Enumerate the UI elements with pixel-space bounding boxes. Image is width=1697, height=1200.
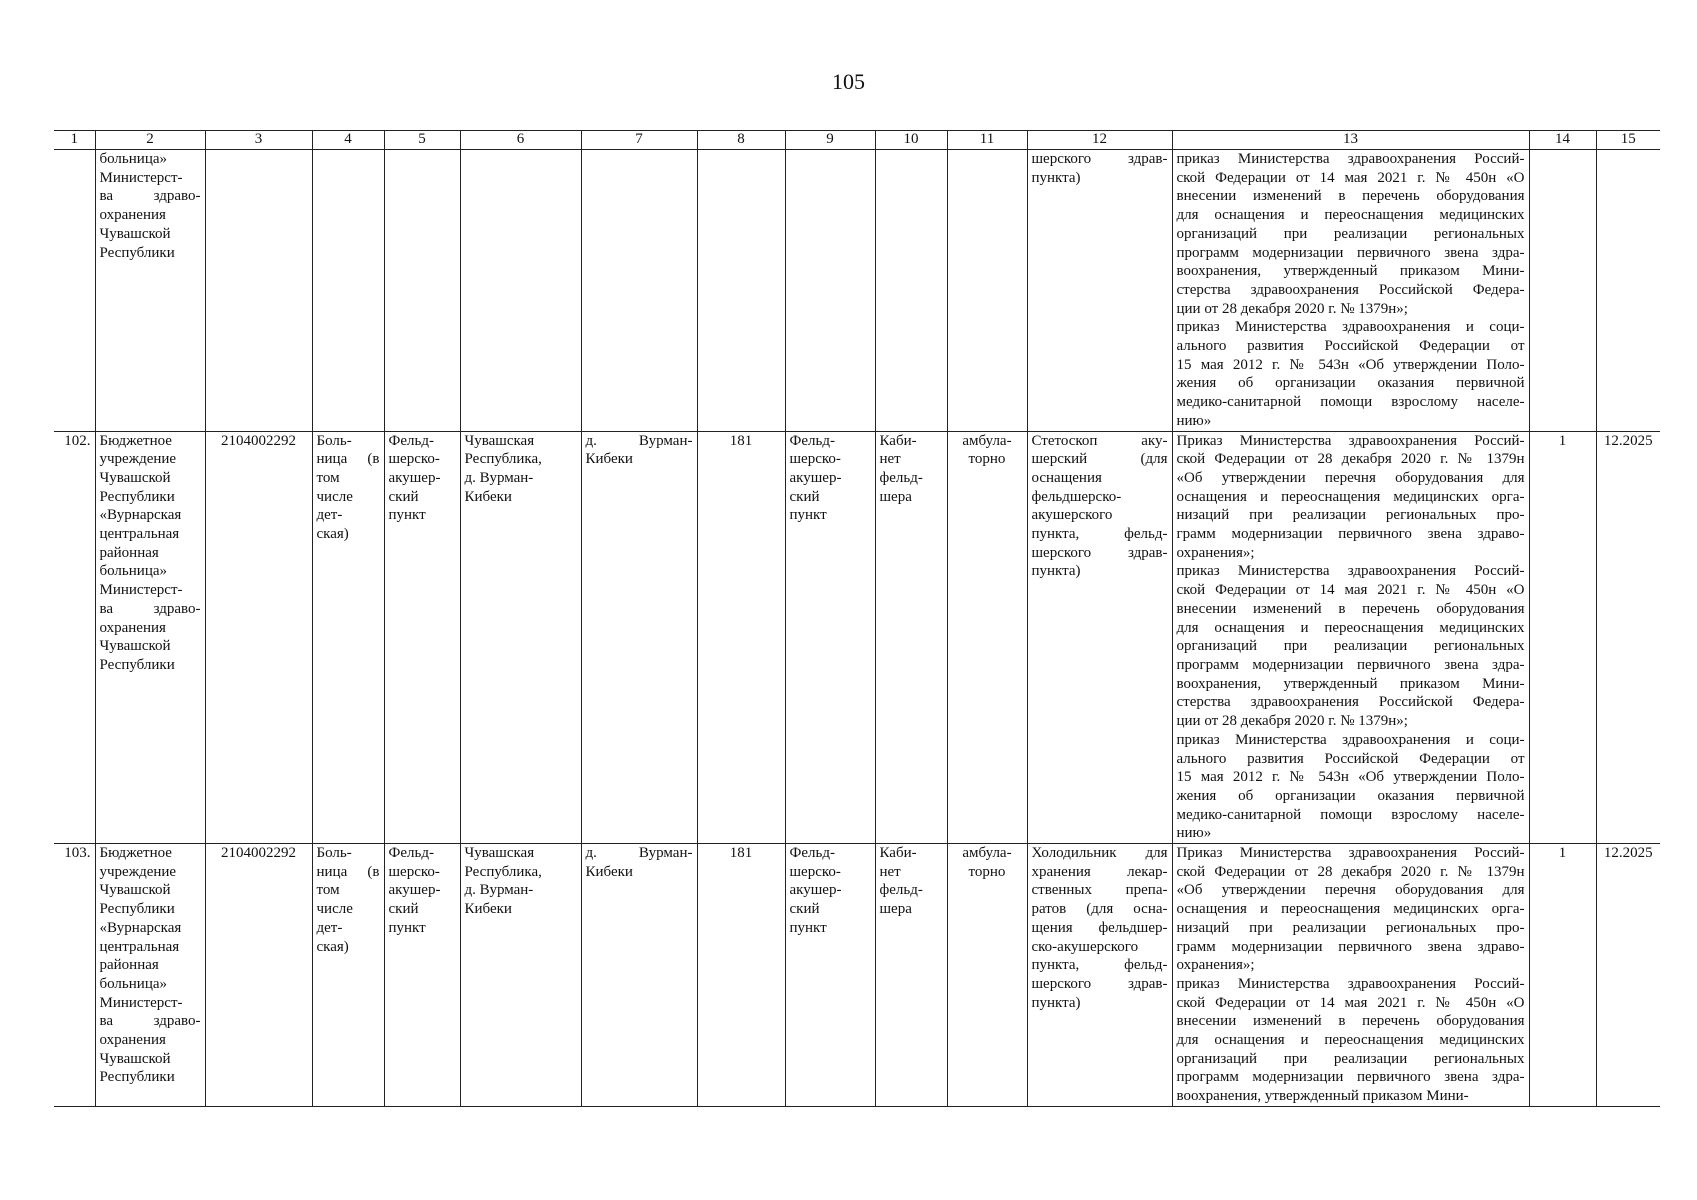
- col-header-1: 1: [54, 131, 95, 150]
- organization-line: «Вурнарская: [99, 507, 182, 524]
- legal-basis-line: Приказ Министерства здравоохранения Россий-: [1176, 432, 1525, 449]
- organization-line: учреждение: [99, 863, 177, 880]
- equipment-line: оснащения: [1031, 469, 1102, 486]
- legal-basis-line: приказ Министерства здравоохранения и соци-: [1176, 731, 1525, 748]
- equipment-line: щения фельдшер-: [1031, 919, 1168, 936]
- care-form-line: амбула-: [962, 432, 1012, 449]
- quantity-cell: 1: [1529, 431, 1596, 843]
- due-date-cell: 12.2025: [1596, 431, 1660, 843]
- care-form-line: торно: [968, 451, 1006, 468]
- room-cell: [875, 431, 947, 843]
- equipment-line: акушерского: [1031, 507, 1113, 524]
- col-header-5: 5: [384, 131, 460, 150]
- legal-basis-line: внесении изменений в перечень оборудования: [1176, 188, 1525, 205]
- col-header-7: 7: [581, 131, 697, 150]
- address-line: Кибеки: [464, 488, 512, 505]
- legal-basis-cell: [1172, 844, 1529, 1107]
- care-form-cell: [947, 844, 1027, 1107]
- equipment-line: шерского здрав-: [1031, 544, 1168, 561]
- legal-basis-line: низаций при реализации региональных про-: [1176, 507, 1525, 524]
- organization-line: ва здраво-: [99, 600, 201, 617]
- col-header-4: 4: [312, 131, 384, 150]
- legal-basis-line: охранения»;: [1176, 544, 1255, 561]
- organization-type-line: числе: [316, 488, 353, 505]
- room-cell: [875, 844, 947, 1107]
- settlement-line: Кибеки: [585, 451, 633, 468]
- equipment-line: Холодильник для: [1031, 845, 1168, 862]
- room-line: нет: [879, 451, 901, 468]
- address-line: Республика,: [464, 863, 542, 880]
- legal-basis-line: ской Федерации от 14 мая 2021 г. № 450н «О: [1176, 169, 1525, 186]
- structural-unit-line: Фельд-: [388, 432, 434, 449]
- organization-type-cell: [312, 150, 384, 432]
- structural-unit-line: ский: [388, 488, 419, 505]
- structural-unit-line: пункт: [388, 919, 426, 936]
- address-cell: [460, 844, 581, 1107]
- legal-basis-line: нию»: [1176, 412, 1212, 429]
- legal-basis-line: организаций при реализации региональных: [1176, 638, 1525, 655]
- legal-basis-line: внесении изменений в перечень оборудования: [1176, 1013, 1525, 1030]
- page-number: 105: [832, 69, 865, 94]
- organization-line: больница»: [99, 151, 167, 167]
- legal-basis-line: программ модернизации первичного звена здра-: [1176, 1069, 1525, 1086]
- object-type-cell: [785, 431, 875, 843]
- object-type-line: ский: [789, 901, 820, 918]
- due-date-cell: 12.2025: [1596, 844, 1660, 1107]
- structural-unit-line: пункт: [388, 507, 426, 524]
- legal-basis-line: ской Федерации от 28 декабря 2020 г. № 1379н: [1176, 451, 1525, 468]
- table-row: [54, 844, 1660, 1107]
- due-date-cell: [1596, 150, 1660, 432]
- legal-basis-line: 15 мая 2012 г. № 543н «Об утверждении Поло-: [1176, 356, 1525, 373]
- organization-type-line: ница (в: [316, 451, 380, 468]
- structural-unit-line: ский: [388, 901, 419, 918]
- col-header-11: 11: [947, 131, 1027, 150]
- legal-basis-line: приказ Министерства здравоохранения Россий-: [1176, 975, 1525, 992]
- organization-line: охранения: [99, 207, 166, 224]
- care-form-line: торно: [968, 863, 1006, 880]
- legal-basis-line: программ модернизации первичного звена здра-: [1176, 656, 1525, 673]
- legal-basis-line: медико-санитарной помощи взрослому населе-: [1176, 394, 1525, 411]
- object-type-cell: [785, 844, 875, 1107]
- settlement-cell: [581, 150, 697, 432]
- organization-line: ва здраво-: [99, 188, 201, 205]
- address-cell: [460, 150, 581, 432]
- table-row: [54, 431, 1660, 843]
- room-line: фельд-: [879, 469, 923, 486]
- address-line: Чувашская: [464, 845, 535, 862]
- room-line: Каби-: [879, 845, 917, 862]
- object-type-line: шерско-: [789, 451, 841, 468]
- settlement-line: д. Вурман-: [585, 432, 693, 449]
- legal-basis-line: программ модернизации первичного звена здра-: [1176, 244, 1525, 261]
- legal-basis-line: приказ Министерства здравоохранения Россий-: [1176, 151, 1525, 167]
- organization-type-cell: [312, 844, 384, 1107]
- organization-line: Чувашской: [99, 225, 171, 242]
- room-line: фельд-: [879, 882, 923, 899]
- legal-basis-line: ской Федерации от 14 мая 2021 г. № 450н «О: [1176, 582, 1525, 599]
- col-header-14: 14: [1529, 131, 1596, 150]
- column-number-row: [54, 131, 1660, 150]
- equipment-table: [54, 130, 1660, 1107]
- care-form-cell: [947, 431, 1027, 843]
- legal-basis-line: организаций при реализации региональных: [1176, 1050, 1525, 1067]
- care-form-cell: [947, 150, 1027, 432]
- structural-unit-line: акушер-: [388, 469, 441, 486]
- row-number-cell: [54, 150, 95, 432]
- organization-line: Чувашской: [99, 1050, 171, 1067]
- organization-line: районная: [99, 544, 159, 561]
- col-header-12: 12: [1027, 131, 1172, 150]
- structural-unit-cell: [384, 431, 460, 843]
- equipment-line: пункта): [1031, 994, 1081, 1011]
- organization-line: больница»: [99, 563, 167, 580]
- equipment-line: Стетоскоп аку-: [1031, 432, 1168, 449]
- organization-type-line: Боль-: [316, 432, 352, 449]
- legal-basis-line: ального развития Российской Федерации от: [1176, 750, 1525, 767]
- legal-basis-line: внесении изменений в перечень оборудования: [1176, 600, 1525, 617]
- equipment-line: ственных препа-: [1031, 882, 1168, 899]
- organization-line: районная: [99, 957, 159, 974]
- structural-unit-cell: [384, 844, 460, 1107]
- equipment-line: пункта): [1031, 563, 1081, 580]
- address-line: Чувашская: [464, 432, 535, 449]
- organization-line: Министерст-: [99, 169, 183, 186]
- structural-unit-line: шерско-: [388, 863, 440, 880]
- organization-cell: [95, 150, 205, 432]
- legal-basis-line: ции от 28 декабря 2020 г. № 1379н»;: [1176, 300, 1408, 317]
- population-cell: 181: [697, 431, 785, 843]
- legal-basis-line: для оснащения и переоснащения медицинских: [1176, 207, 1525, 224]
- equipment-line: хранения лекар-: [1031, 863, 1168, 880]
- room-cell: [875, 150, 947, 432]
- legal-basis-line: воохранения, утвержденный приказом Мини-: [1176, 1088, 1469, 1105]
- address-line: д. Вурман-: [464, 882, 534, 899]
- legal-basis-line: оснащения и переоснащения медицинских орга-: [1176, 901, 1525, 918]
- address-cell: [460, 431, 581, 843]
- col-header-3: 3: [205, 131, 312, 150]
- equipment-cell: [1027, 150, 1172, 432]
- equipment-line: шерского здрав-: [1031, 975, 1168, 992]
- object-type-line: пункт: [789, 507, 827, 524]
- legal-basis-line: ской Федерации от 28 декабря 2020 г. № 1379н: [1176, 863, 1525, 880]
- legal-basis-line: охранения»;: [1176, 957, 1255, 974]
- equipment-line: шерского здрав-: [1031, 151, 1168, 167]
- object-type-line: шерско-: [789, 863, 841, 880]
- legal-basis-line: стерства здравоохранения Российской Федера-: [1176, 281, 1525, 298]
- object-type-cell: [785, 150, 875, 432]
- object-type-line: пункт: [789, 919, 827, 936]
- organization-line: Чувашской: [99, 469, 171, 486]
- legal-basis-line: организаций при реализации региональных: [1176, 225, 1525, 242]
- organization-cell: [95, 844, 205, 1107]
- inn-cell: [205, 150, 312, 432]
- equipment-line: ратов (для осна-: [1031, 901, 1168, 918]
- equipment-line: пункта): [1031, 169, 1081, 186]
- organization-line: Министерст-: [99, 582, 183, 599]
- organization-type-line: Боль-: [316, 845, 352, 862]
- organization-type-line: том: [316, 469, 340, 486]
- equipment-cell: [1027, 431, 1172, 843]
- legal-basis-line: жения об организации оказания первичной: [1176, 787, 1525, 804]
- legal-basis-line: ального развития Российской Федерации от: [1176, 338, 1525, 355]
- organization-line: ва здраво-: [99, 1013, 201, 1030]
- legal-basis-line: грамм модернизации первичного звена здраво-: [1176, 526, 1525, 543]
- quantity-cell: 1: [1529, 844, 1596, 1107]
- equipment-line: ско-акушерского: [1031, 938, 1139, 955]
- object-type-line: Фельд-: [789, 432, 835, 449]
- legal-basis-cell: [1172, 431, 1529, 843]
- quantity-cell: [1529, 150, 1596, 432]
- room-line: шера: [879, 488, 912, 505]
- room-line: Каби-: [879, 432, 917, 449]
- object-type-line: акушер-: [789, 882, 842, 899]
- col-header-10: 10: [875, 131, 947, 150]
- legal-basis-line: грамм модернизации первичного звена здраво-: [1176, 938, 1525, 955]
- legal-basis-line: жения об организации оказания первичной: [1176, 375, 1525, 392]
- organization-line: Бюджетное: [99, 845, 172, 862]
- inn-cell: 2104002292: [205, 844, 312, 1107]
- row-number-cell: 102.: [54, 431, 95, 843]
- legal-basis-line: для оснащения и переоснащения медицинских: [1176, 1032, 1525, 1049]
- structural-unit-line: акушер-: [388, 882, 441, 899]
- object-type-line: Фельд-: [789, 845, 835, 862]
- table-body: [54, 150, 1660, 1107]
- organization-type-line: том: [316, 882, 340, 899]
- legal-basis-line: оснащения и переоснащения медицинских орга-: [1176, 488, 1525, 505]
- row-number-cell: 103.: [54, 844, 95, 1107]
- object-type-line: акушер-: [789, 469, 842, 486]
- legal-basis-line: приказ Министерства здравоохранения и соци-: [1176, 319, 1525, 336]
- organization-line: больница»: [99, 975, 167, 992]
- organization-type-line: числе: [316, 901, 353, 918]
- organization-type-line: ская): [316, 526, 349, 543]
- settlement-line: Кибеки: [585, 863, 633, 880]
- address-line: Республика,: [464, 451, 542, 468]
- organization-line: охранения: [99, 619, 166, 636]
- address-line: Кибеки: [464, 901, 512, 918]
- inn-cell: 2104002292: [205, 431, 312, 843]
- col-header-8: 8: [697, 131, 785, 150]
- equipment-line: фельдшерско-: [1031, 488, 1122, 505]
- organization-type-line: ская): [316, 938, 349, 955]
- equipment-cell: [1027, 844, 1172, 1107]
- population-cell: 181: [697, 844, 785, 1107]
- col-header-13: 13: [1172, 131, 1529, 150]
- population-cell: [697, 150, 785, 432]
- organization-line: Республики: [99, 901, 175, 918]
- legal-basis-line: «Об утверждении перечня оборудования для: [1176, 469, 1525, 486]
- legal-basis-line: «Об утверждении перечня оборудования для: [1176, 882, 1525, 899]
- organization-type-cell: [312, 431, 384, 843]
- equipment-line: шерский (для: [1031, 451, 1168, 468]
- organization-line: центральная: [99, 526, 180, 543]
- legal-basis-line: воохранения, утвержденный приказом Мини-: [1176, 263, 1525, 280]
- care-form-line: амбула-: [962, 845, 1012, 862]
- settlement-cell: [581, 844, 697, 1107]
- legal-basis-line: ции от 28 декабря 2020 г. № 1379н»;: [1176, 713, 1408, 730]
- legal-basis-line: Приказ Министерства здравоохранения Россий-: [1176, 845, 1525, 862]
- equipment-line: пункта, фельд-: [1031, 526, 1168, 543]
- address-line: д. Вурман-: [464, 469, 534, 486]
- organization-line: Чувашской: [99, 882, 171, 899]
- legal-basis-line: ской Федерации от 14 мая 2021 г. № 450н «О: [1176, 994, 1525, 1011]
- organization-line: «Вурнарская: [99, 919, 182, 936]
- organization-line: учреждение: [99, 451, 177, 468]
- organization-cell: [95, 431, 205, 843]
- organization-line: Министерст-: [99, 994, 183, 1011]
- organization-line: Чувашской: [99, 638, 171, 655]
- object-type-line: ский: [789, 488, 820, 505]
- legal-basis-line: медико-санитарной помощи взрослому населе-: [1176, 806, 1525, 823]
- legal-basis-line: приказ Министерства здравоохранения Россий-: [1176, 563, 1525, 580]
- legal-basis-line: 15 мая 2012 г. № 543н «Об утверждении Поло-: [1176, 769, 1525, 786]
- organization-type-line: ница (в: [316, 863, 380, 880]
- organization-type-line: дет-: [316, 919, 343, 936]
- organization-line: охранения: [99, 1032, 166, 1049]
- legal-basis-line: стерства здравоохранения Российской Федера-: [1176, 694, 1525, 711]
- settlement-cell: [581, 431, 697, 843]
- structural-unit-line: шерско-: [388, 451, 440, 468]
- legal-basis-line: для оснащения и переоснащения медицинских: [1176, 619, 1525, 636]
- col-header-6: 6: [460, 131, 581, 150]
- organization-line: Республики: [99, 488, 175, 505]
- col-header-2: 2: [95, 131, 205, 150]
- settlement-line: д. Вурман-: [585, 845, 693, 862]
- room-line: шера: [879, 901, 912, 918]
- col-header-15: 15: [1596, 131, 1660, 150]
- legal-basis-line: нию»: [1176, 825, 1212, 842]
- col-header-9: 9: [785, 131, 875, 150]
- room-line: нет: [879, 863, 901, 880]
- structural-unit-line: Фельд-: [388, 845, 434, 862]
- equipment-line: пункта, фельд-: [1031, 957, 1168, 974]
- organization-line: Республики: [99, 1069, 175, 1086]
- legal-basis-cell: [1172, 150, 1529, 432]
- organization-line: Бюджетное: [99, 432, 172, 449]
- organization-line: Республики: [99, 656, 175, 673]
- legal-basis-line: низаций при реализации региональных про-: [1176, 919, 1525, 936]
- organization-type-line: дет-: [316, 507, 343, 524]
- organization-line: центральная: [99, 938, 180, 955]
- legal-basis-line: воохранения, утвержденный приказом Мини-: [1176, 675, 1525, 692]
- table-row: [54, 150, 1660, 432]
- organization-line: Республики: [99, 244, 175, 261]
- structural-unit-cell: [384, 150, 460, 432]
